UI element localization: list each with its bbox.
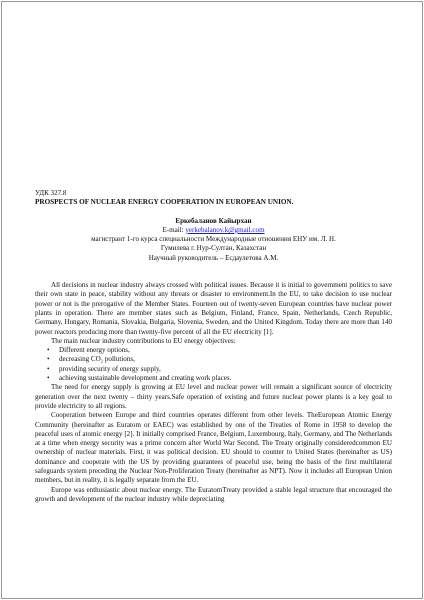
list-item: • providing security of energy supply,	[51, 365, 392, 374]
author-block	[35, 217, 392, 263]
affiliation-line-2: Гумилева г. Нур-Султан, Казахстан	[160, 244, 267, 253]
section-spacer	[35, 263, 392, 281]
author-name: Еркебаланов Кайырхан	[175, 216, 252, 225]
paragraph-4: Cooperation between Europe and third countries operates different from other levels. TheEuropean Atomic Energy Community (hereinafter as Euratom or EAEC) was established by one of the Treaties of Rome in 1958 to develop the peaceful uses of atomic energy [2]. It initially comprised France, Belgium, Luxembourg, Italy, Germany, and The Netherlands at a time when energy security was a prime concern after World War Second. The Treaty originally consideredcommon EU ownership of nuclear materials. First, it was political decision. EU should to counter to United States (hereinafter as US) dominance and cooperate with the US by providing guarantees of peaceful use, being the basis of the first multilateral safeguards system preceding the Nuclear Non-Proliferation Treaty (hereinafter as NPT). Now it includes all European Union members, but in reality, it is legally separate from the EU.	[35, 411, 392, 485]
list-item: • Different energy options,	[51, 346, 392, 355]
paragraph-2: The main nuclear industry contributions to EU energy objectives:	[51, 336, 236, 345]
list-item: • achieving sustainable development and creating work places.	[51, 374, 392, 383]
affiliation-line-1: магистрант 1-го курса специальности Международные отношения ЕНУ им. Л. Н.	[91, 235, 336, 244]
objectives-list	[35, 346, 392, 383]
email-label: E-mail:	[162, 225, 186, 234]
list-item: • decreasing CO₂ pollutions,	[51, 355, 392, 364]
paragraph-1: All decisions in nuclear industry always crossed with political issues. Because it is initial to government politics to save their own state in peace, stability without any threats or disaster to environment.In the EU, to take decision to use nuclear power or not is the prerogative of the Member States. Fourteen out of twenty-seven European countries have nuclear power plants in operation. There are member states such as Belgium, Finland, France, Spain, Netherlands, Czech Republic, Germany, Hungary, Romania, Slovakia, Bulgaria, Slovenia, Sweden, and the United Kingdom. Today there are more than 140 power reactors producing more than twenty-five percent of all the EU electricity [1].	[35, 281, 392, 336]
supervisor-line: Научный руководитель – Есдаулетова А.М.	[148, 253, 279, 262]
email-link[interactable]: yerkebalanov.k@gmail.com	[185, 225, 265, 234]
udk-code: УДК 327.8	[35, 189, 67, 197]
paragraph-3: The need for energy supply is growing at EU level and nuclear power will remain a significant source of electricity generation over the next twenty – thirty years.Safe operation of existing and future nuclear power plants is a key goal to provide electricity to all regions.	[35, 383, 392, 410]
paragraph-5: Europe was enthusiastic about nuclear energy. The EuratomTreaty provided a stable legal structure that encouraged the growth and development of the nuclear industry while depreciating	[35, 485, 392, 503]
author-email-line	[35, 226, 392, 235]
article-title: PROSPECTS OF NUCLEAR ENERGY COOPERATION IN EUROPEAN UNION.	[35, 198, 294, 207]
document-page	[1, 1, 423, 599]
article-content	[35, 189, 392, 504]
